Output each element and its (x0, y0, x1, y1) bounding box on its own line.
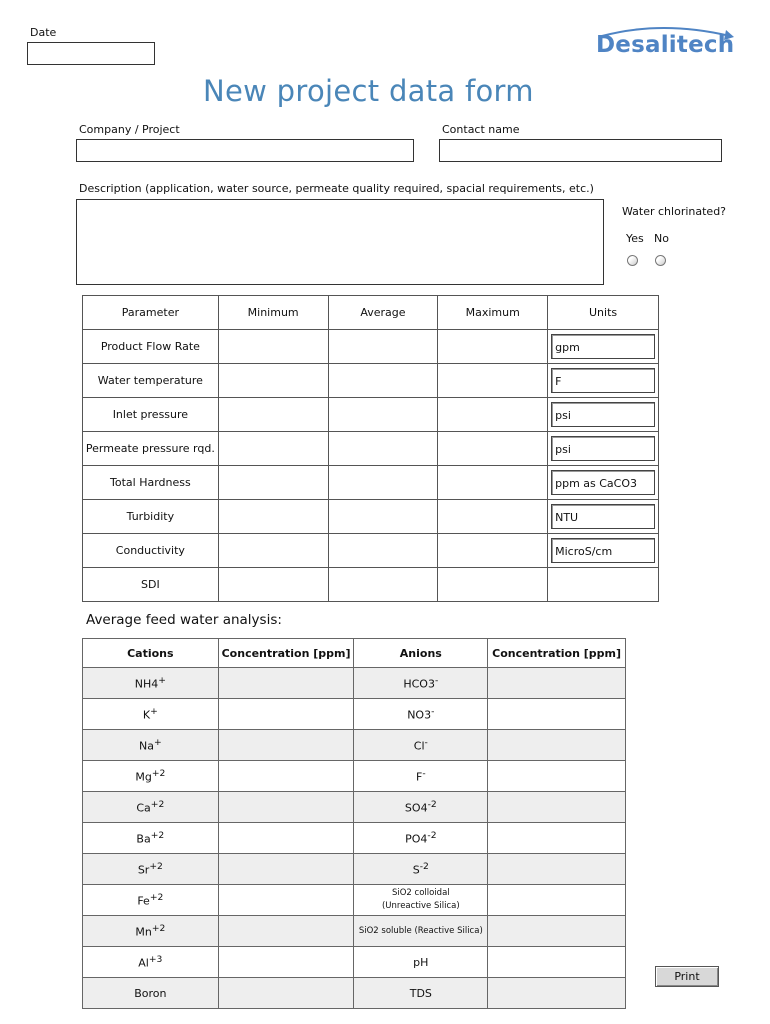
anion-name (354, 885, 488, 916)
cation-name (83, 854, 219, 885)
maximum-input[interactable] (438, 500, 548, 534)
analysis-row (83, 668, 626, 699)
cation-name (83, 668, 219, 699)
cation-name (83, 792, 219, 823)
anion-base: PO4 (405, 832, 428, 846)
anion-concentration-input[interactable] (488, 854, 626, 885)
average-input[interactable] (328, 330, 438, 364)
anion-name (354, 761, 488, 792)
cation-concentration-input[interactable] (218, 823, 354, 854)
average-input[interactable] (328, 500, 438, 534)
cation-charge: + (158, 675, 166, 687)
water-analysis-table (82, 638, 626, 1009)
cation-base: Na (138, 739, 154, 753)
cation-base: Ba (136, 832, 151, 846)
anion-base: SiO2 colloidal (391, 888, 450, 898)
parameter-name: Permeate pressure rqd. (83, 432, 219, 466)
analysis-row (83, 978, 626, 1009)
maximum-input[interactable] (438, 534, 548, 568)
parameter-name: Conductivity (83, 534, 219, 568)
units-input[interactable]: NTU (551, 504, 655, 529)
cation-concentration-input[interactable] (218, 978, 354, 1009)
parameter-row (83, 432, 659, 466)
cation-base: NH4 (134, 677, 159, 691)
cation-base: Mg (135, 770, 152, 784)
anion-name (354, 854, 488, 885)
units-input[interactable]: F (551, 368, 655, 393)
cation-charge: +2 (149, 892, 164, 904)
anion-name (354, 699, 488, 730)
cation-concentration-input[interactable] (218, 699, 354, 730)
cation-base: Mn (135, 925, 152, 939)
average-input[interactable] (328, 364, 438, 398)
minimum-input[interactable] (218, 330, 328, 364)
cation-concentration-input[interactable] (218, 761, 354, 792)
cation-charge: +2 (150, 799, 165, 811)
analysis-row (83, 885, 626, 916)
cation-base: Ca (136, 801, 151, 815)
no-label: No (654, 232, 669, 245)
anion-concentration-input[interactable] (488, 792, 626, 823)
contact-label: Contact name (442, 123, 520, 136)
contact-input[interactable] (439, 139, 722, 162)
parameter-name: Inlet pressure (83, 398, 219, 432)
anion-charge: - (431, 706, 435, 718)
anion-charge: - (434, 675, 439, 687)
anion-concentration-input[interactable] (488, 978, 626, 1009)
maximum-input[interactable] (438, 364, 548, 398)
maximum-input[interactable] (438, 466, 548, 500)
header-units: Units (548, 296, 659, 330)
date-label: Date (30, 26, 57, 39)
maximum-input[interactable] (438, 432, 548, 466)
logo-text: Desalitech (596, 32, 735, 58)
units-input[interactable]: MicroS/cm (551, 538, 655, 563)
header-minimum: Minimum (218, 296, 328, 330)
minimum-input[interactable] (218, 432, 328, 466)
average-input[interactable] (328, 432, 438, 466)
anion-base: SiO2 soluble (Reactive Silica) (358, 925, 483, 936)
average-input[interactable] (328, 534, 438, 568)
units-cell[interactable] (548, 568, 659, 602)
units-input[interactable]: psi (551, 436, 655, 461)
desalitech-logo (592, 26, 742, 70)
header-anions: Anions (354, 639, 488, 668)
cation-charge: +2 (151, 768, 166, 780)
cation-name (83, 761, 219, 792)
average-input[interactable] (328, 568, 438, 602)
cation-base: Al (138, 956, 149, 970)
cation-name (83, 699, 219, 730)
cation-name (83, 823, 219, 854)
anion-name (354, 947, 488, 978)
cation-base: K (142, 708, 151, 722)
anion-charge: -2 (419, 861, 429, 873)
units-cell (548, 398, 659, 432)
parameter-row (83, 500, 659, 534)
anion-charge: -2 (427, 830, 437, 842)
anion-concentration-input[interactable] (488, 761, 626, 792)
anion-base: HCO3 (403, 677, 435, 691)
anion-base: Cl (413, 739, 425, 753)
parameter-name: SDI (83, 568, 219, 602)
anion-subtitle: (Unreactive Silica) (381, 901, 460, 911)
yes-label: Yes (626, 232, 644, 245)
anion-concentration-input[interactable] (488, 699, 626, 730)
analysis-row (83, 916, 626, 947)
anion-charge: - (422, 768, 426, 780)
anion-base: S (412, 863, 420, 877)
minimum-input[interactable] (218, 500, 328, 534)
cation-base: Boron (134, 986, 167, 1000)
company-input[interactable] (76, 139, 414, 162)
cation-charge: +3 (148, 954, 163, 966)
cation-name (83, 916, 219, 947)
analysis-row (83, 854, 626, 885)
analysis-header-row (83, 639, 626, 668)
units-cell (548, 466, 659, 500)
parameter-row (83, 534, 659, 568)
units-input[interactable]: gpm (551, 334, 655, 359)
analysis-row (83, 792, 626, 823)
chlorinated-question: Water chlorinated? (622, 205, 727, 218)
anion-name (354, 823, 488, 854)
maximum-input[interactable] (438, 330, 548, 364)
minimum-input[interactable] (218, 568, 328, 602)
anion-base: TDS (409, 986, 432, 1000)
anion-concentration-input[interactable] (488, 823, 626, 854)
cation-concentration-input[interactable] (218, 916, 354, 947)
analysis-row (83, 761, 626, 792)
anion-base: SO4 (404, 801, 428, 815)
cation-name (83, 978, 219, 1009)
maximum-input[interactable] (438, 568, 548, 602)
anion-name (354, 792, 488, 823)
parameter-row (83, 330, 659, 364)
anion-base: F (415, 770, 423, 784)
units-input[interactable]: ppm as CaCO3 (551, 470, 655, 495)
description-label: Description (application, water source, permeate quality required, spacial requirements, etc.) (79, 182, 594, 195)
print-button[interactable]: Print (655, 966, 719, 987)
average-input[interactable] (328, 466, 438, 500)
cation-concentration-input[interactable] (218, 885, 354, 916)
minimum-input[interactable] (218, 534, 328, 568)
parameter-row (83, 466, 659, 500)
analysis-row (83, 730, 626, 761)
analysis-row (83, 823, 626, 854)
cation-concentration-input[interactable] (218, 668, 354, 699)
units-input[interactable]: psi (551, 402, 655, 427)
average-input[interactable] (328, 398, 438, 432)
anion-concentration-input[interactable] (488, 947, 626, 978)
cation-name (83, 885, 219, 916)
units-cell (548, 364, 659, 398)
parameter-name: Total Hardness (83, 466, 219, 500)
anion-concentration-input[interactable] (488, 730, 626, 761)
cation-concentration-input[interactable] (218, 947, 354, 978)
cation-name (83, 947, 219, 978)
cation-name (83, 730, 219, 761)
company-label: Company / Project (79, 123, 180, 136)
cation-charge: + (153, 737, 162, 749)
units-cell (548, 500, 659, 534)
header-average: Average (328, 296, 438, 330)
anion-concentration-input[interactable] (488, 668, 626, 699)
chlorinated-yes-radio[interactable] (627, 255, 638, 266)
units-cell (548, 534, 659, 568)
header-parameter: Parameter (83, 296, 219, 330)
minimum-input[interactable] (218, 466, 328, 500)
cation-charge: +2 (149, 861, 163, 873)
parameter-table (82, 295, 659, 602)
cation-concentration-input[interactable] (218, 730, 354, 761)
minimum-input[interactable] (218, 364, 328, 398)
analysis-row (83, 947, 626, 978)
analysis-row (83, 699, 626, 730)
parameter-header-row (83, 296, 659, 330)
anion-name (354, 668, 488, 699)
maximum-input[interactable] (438, 398, 548, 432)
anion-name (354, 916, 488, 947)
anion-name (354, 978, 488, 1009)
anion-charge: - (424, 737, 428, 749)
date-input[interactable] (27, 42, 155, 65)
parameter-row (83, 398, 659, 432)
analysis-heading: Average feed water analysis: (86, 612, 282, 628)
units-cell (548, 432, 659, 466)
header-cation-concentration: Concentration [ppm] (218, 639, 354, 668)
cation-base: Sr (137, 863, 150, 877)
anion-concentration-input[interactable] (488, 916, 626, 947)
page-title: New project data form (203, 74, 534, 108)
cation-charge: +2 (151, 923, 166, 935)
parameter-name: Turbidity (83, 500, 219, 534)
units-cell (548, 330, 659, 364)
header-cations: Cations (83, 639, 219, 668)
anion-base: NO3 (407, 708, 432, 722)
parameter-row (83, 568, 659, 602)
anion-concentration-input[interactable] (488, 885, 626, 916)
parameter-name: Water temperature (83, 364, 219, 398)
parameter-row (83, 364, 659, 398)
cation-concentration-input[interactable] (218, 854, 354, 885)
parameter-name: Product Flow Rate (83, 330, 219, 364)
cation-concentration-input[interactable] (218, 792, 354, 823)
anion-name (354, 730, 488, 761)
anion-base: pH (413, 955, 429, 969)
minimum-input[interactable] (218, 398, 328, 432)
header-anion-concentration: Concentration [ppm] (488, 639, 626, 668)
cation-charge: +2 (150, 830, 165, 842)
cation-charge: + (150, 706, 158, 718)
header-maximum: Maximum (438, 296, 548, 330)
anion-charge: -2 (427, 799, 437, 811)
description-textarea[interactable] (76, 199, 604, 285)
cation-base: Fe (137, 894, 150, 908)
chlorinated-no-radio[interactable] (655, 255, 666, 266)
